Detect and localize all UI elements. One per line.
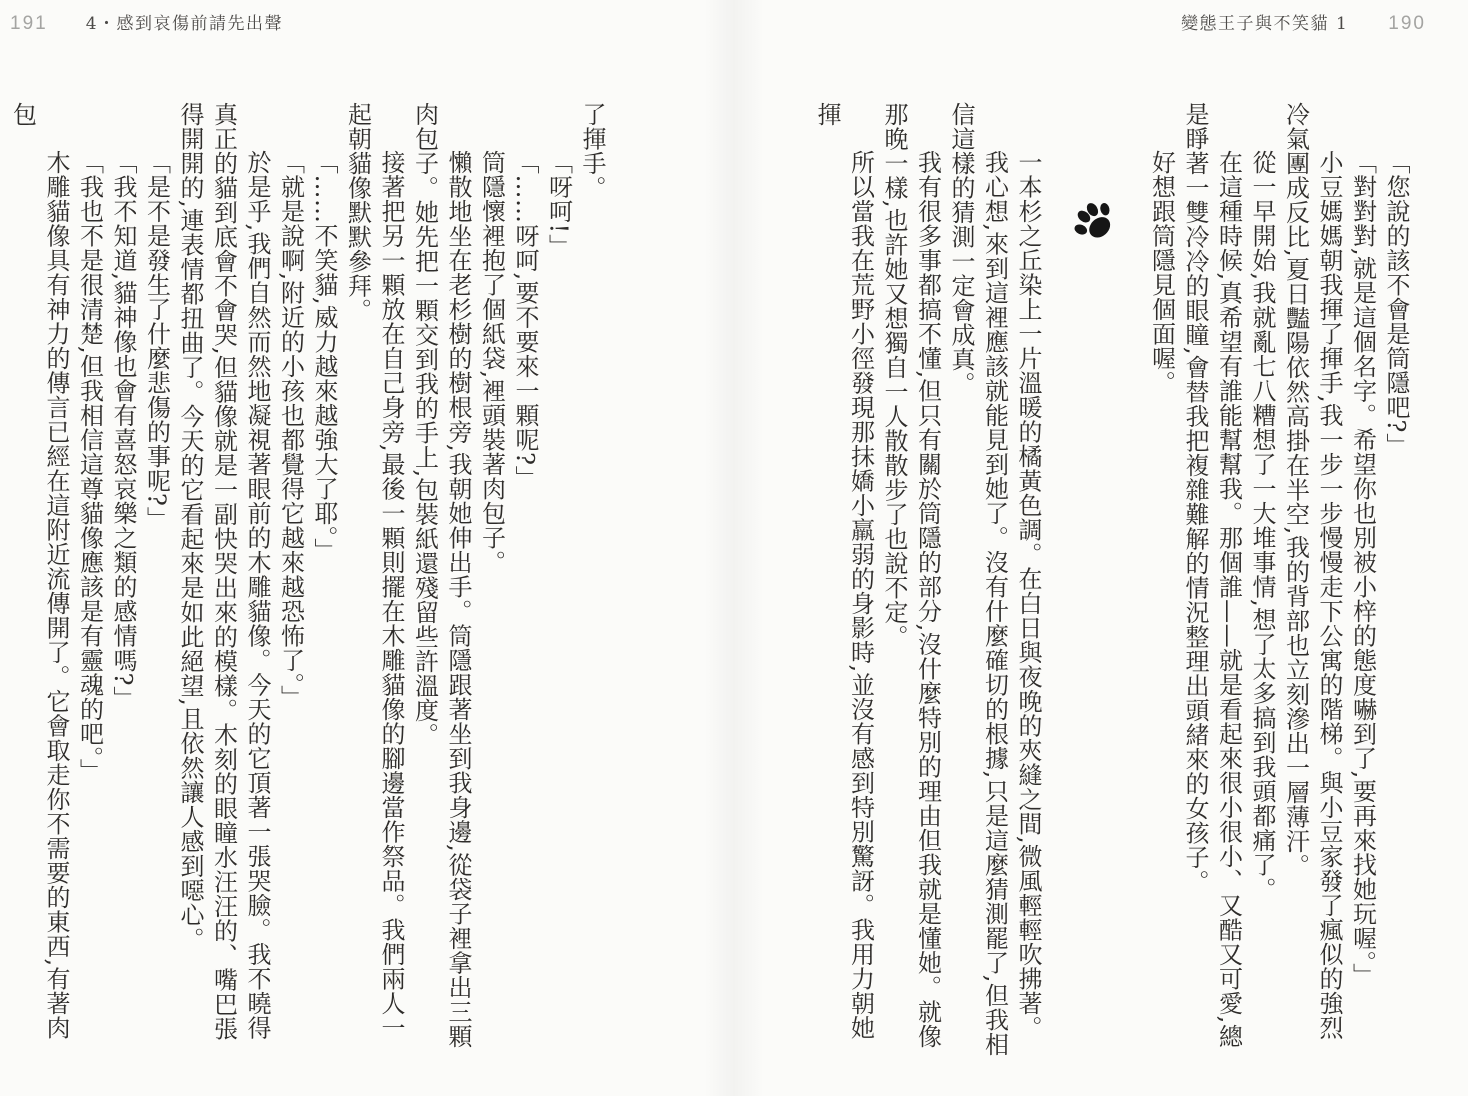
paragraph-line: 「是不是發生了什麼悲傷的事呢?」 — [142, 150, 171, 531]
chapter-title: 4・感到哀傷前請先出聲 — [85, 14, 284, 34]
paragraph-line: 「就是說啊,附近的小孩也都覺得它越來越恐怖了。」 — [276, 150, 305, 710]
paragraph-line: 「您說的該不會是筒隱吧?」 — [1382, 150, 1410, 458]
left-page-text — [5, 102, 608, 1064]
paragraph-line: 筒隱懷裡抱了個紙袋,裡頭裝著肉包子。 — [477, 150, 506, 575]
paragraph-line: 從一早開始,我就亂七八糟想了一大堆事情,想了太多搞到我頭都痛了。 — [1248, 150, 1276, 902]
paragraph-line: 一本杉之丘染上一片溫暖的橘黃色調。在白日與夜晚的夾縫之間,微風輕輕吹拂著。 — [1014, 150, 1042, 1041]
paragraph-line: 小豆媽媽朝我揮了揮手,我一步一步慢慢走下公寓的階梯。與小豆家發了瘋似的強烈冷氣團成反比,夏日豔陽依然高掛在半空,我的背部也立刻滲出一層薄汗。 — [1281, 102, 1343, 1041]
right-page-text — [810, 102, 1413, 1064]
scene-break — [1044, 102, 1144, 1064]
paragraph-line: 「呀呵!」 — [544, 150, 573, 259]
paw-print-icon — [1059, 186, 1130, 257]
paragraph-line: 「我不知道,貓神像也會有喜怒哀樂之類的感情嗎?」 — [109, 150, 137, 711]
paragraph-line: 「對對對,就是這個名字。希望你也別被小梓的態度嚇到了,要再來找她玩喔。」 — [1348, 150, 1377, 988]
paragraph-line: 「……不笑貓,威力越來越強大了耶。」 — [310, 150, 338, 563]
paragraph-line: 我心想,來到這裡應該就能見到她了。沒有什麼確切的根據,只是這麼猜測罷了,但我相信這樣的猜測一定會成真。 — [947, 102, 1009, 1057]
paragraph-line: 「我也不是很清楚,但我相信這尊貓像應該是有靈魂的吧。」 — [75, 150, 104, 784]
paragraph-line: 接著把另一顆放在自己身旁,最後一顆則擺在木雕貓像的腳邊當作祭品。我們兩人一起朝貓像默默參拜。 — [343, 102, 405, 1041]
paragraph-line: 我有很多事都搞不懂,但只有關於筒隱的部分,沒什麼特別的理由但我就是懂她。就像那晚一樣,也許她又想獨自一人散散步了也說不定。 — [880, 102, 942, 1049]
left-page-number: 191 — [10, 13, 48, 34]
paragraph-line: 於是乎,我們自然而然地凝視著眼前的木雕貓像。今天的它頂著一張哭臉。我不曉得真正的貓到底會不會哭,但貓像就是一副快哭出來的模樣。木刻的眼瞳水汪汪的、嘴巴張得開開的,連表情都扭曲了。今天的它看起來是如此絕望,且依然讓人感到噁心。 — [176, 102, 271, 1042]
paragraph-line: 所以當我在荒野小徑發現那抹嬌小羸弱的身影時,並沒有感到特別驚訝。我用力朝她揮 — [813, 102, 875, 1041]
paragraph-line: 在這種時候,真希望有誰能幫幫我。那個誰——就是看起來很小很小、又酷又可愛,總是睜著一雙冷冷的眼瞳,會替我把複雜難解的情況整理出頭緒來的女孩子。 — [1181, 102, 1243, 1049]
paragraph-line: 了揮手。 — [578, 102, 606, 200]
paragraph-line: 「……呀呵,要不要來一顆呢?」 — [511, 150, 539, 490]
right-running-head — [1181, 9, 1426, 35]
paragraph-line: 懶散地坐在老杉樹的樹根旁,我朝她伸出手。筒隱跟著坐到我身邊,從袋子裡拿出三顆肉包子。她先把一顆交到我的手上,包裝紙還殘留些許溫度。 — [410, 102, 472, 1049]
page-right-190 — [734, 0, 1468, 1096]
book-title: 變態王子與不笑貓 1 — [1181, 14, 1349, 34]
paragraph-line: 木雕貓像具有神力的傳言已經在這附近流傳開了。它會取走你不需要的東西,有著肉包 — [8, 102, 70, 1041]
paragraph-line: 好想跟筒隱見個面喔。 — [1147, 150, 1176, 395]
left-running-head — [10, 9, 283, 35]
right-page-number: 190 — [1388, 13, 1426, 34]
